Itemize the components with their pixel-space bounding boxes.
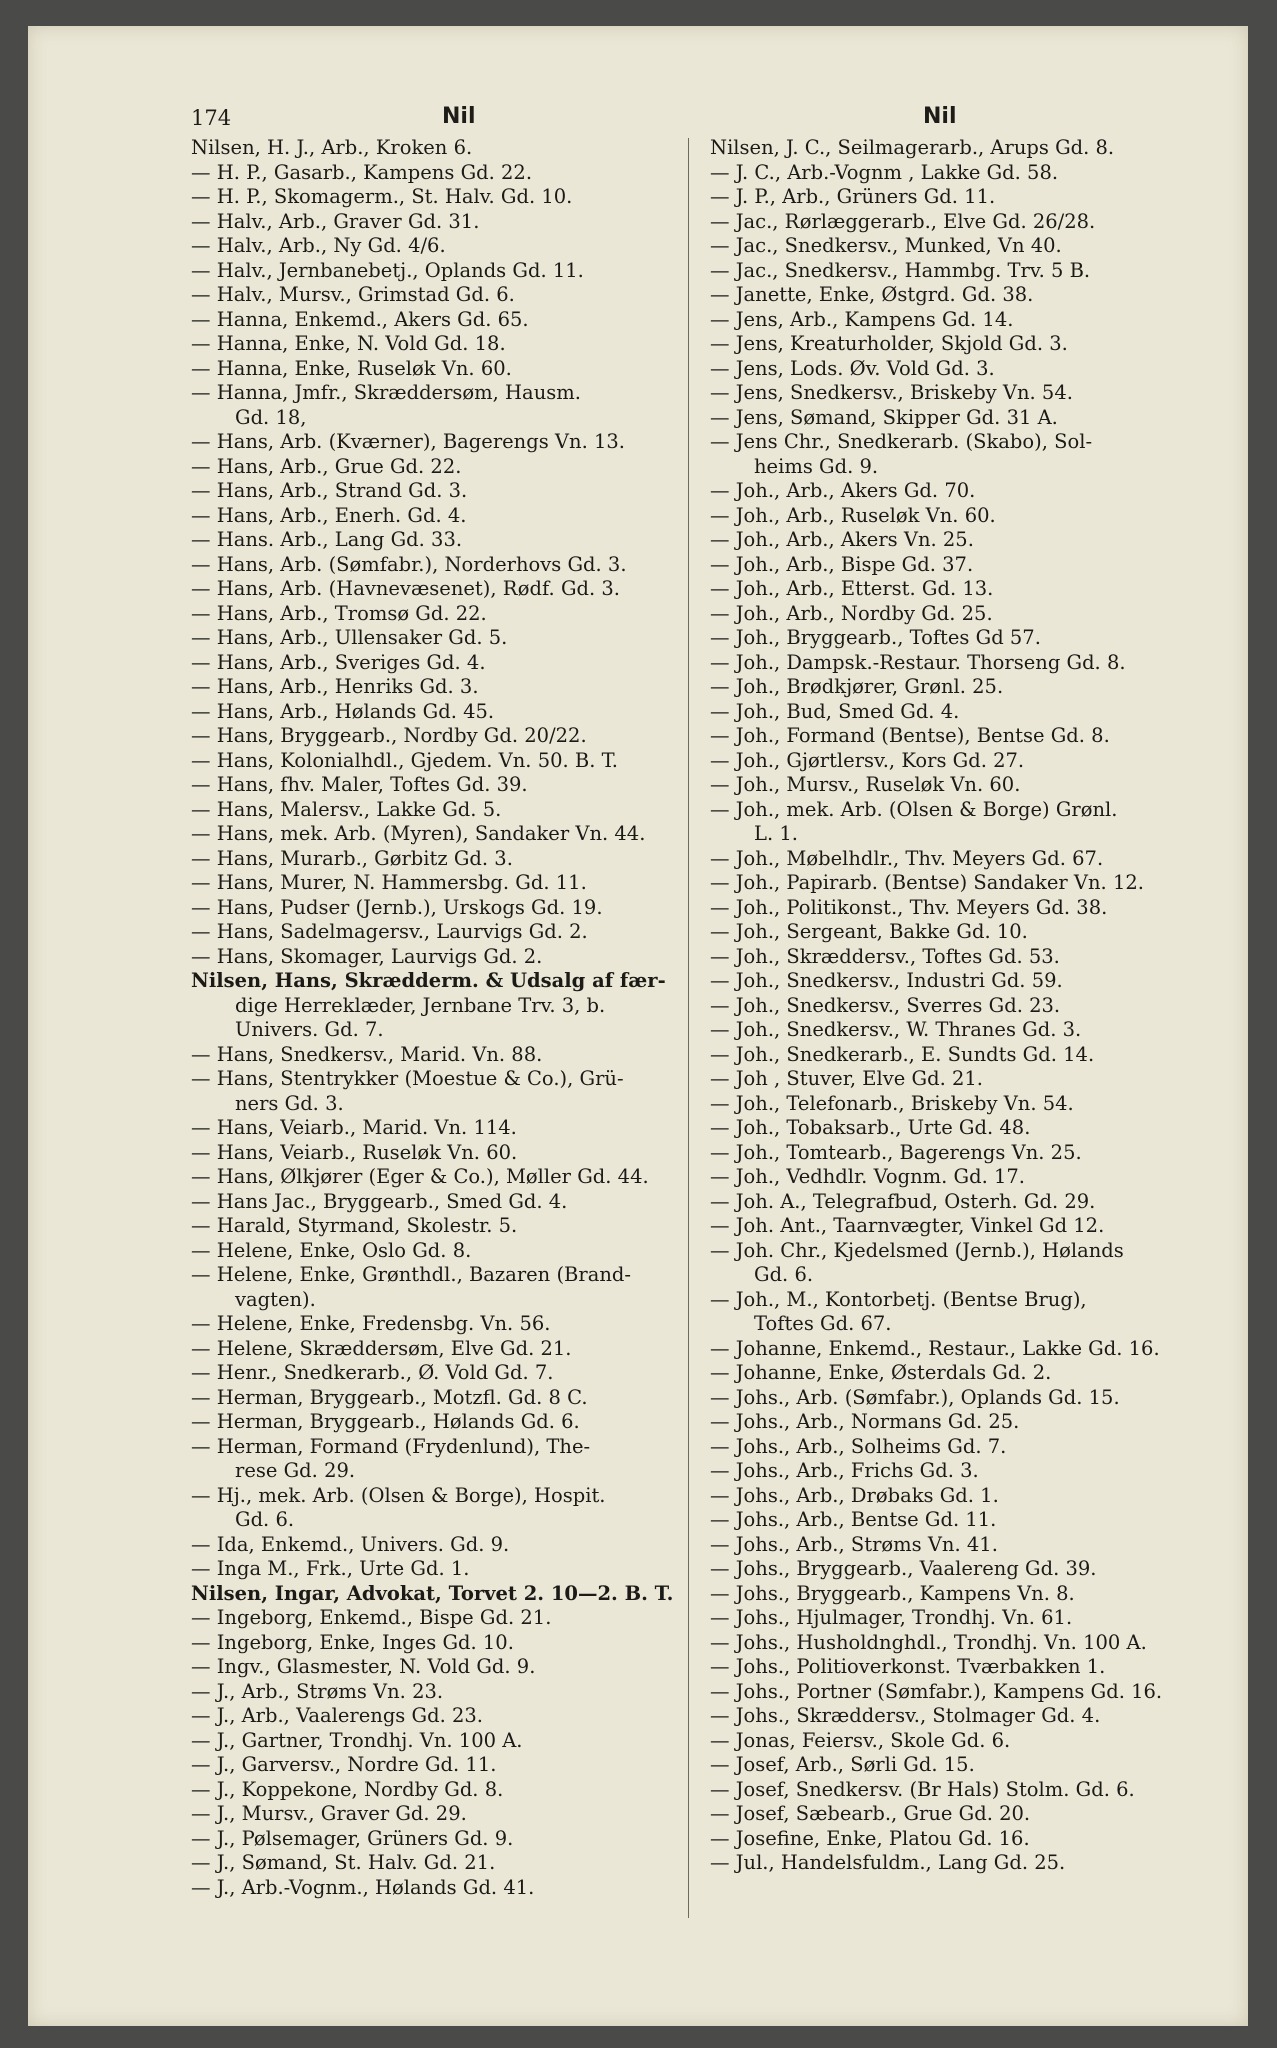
directory-entry-line: — J., Koppekone, Nordby Gd. 8. <box>191 1777 504 1801</box>
directory-entry-line: — Inga M., Frk., Urte Gd. 1. <box>191 1557 470 1580</box>
directory-entry-line: — Jens, Arb., Kampens Gd. 14. <box>710 307 1014 331</box>
directory-entry-line: — Hans, Arb., Henriks Gd. 3. <box>191 675 479 698</box>
directory-entry-line: — Jens, Snedkersv., Briskeby Vn. 54. <box>710 381 1073 404</box>
directory-entry-line: — Helene, Enke, Fredensbg. Vn. 56. <box>191 1312 551 1335</box>
directory-entry-line: — J., Gartner, Trondhj. Vn. 100 A. <box>191 1728 523 1752</box>
directory-entry-line: L. 1. <box>754 822 798 845</box>
directory-entry-line: — Hans. Arb., Lang Gd. 33. <box>191 528 463 551</box>
directory-entry-line: — Herman, Bryggearb., Hølands Gd. 6. <box>191 1410 580 1433</box>
directory-entry-line: — Jens, Kreaturholder, Skjold Gd. 3. <box>710 332 1068 355</box>
directory-entry-line: — Helene, Skræddersøm, Elve Gd. 21. <box>191 1336 572 1360</box>
directory-entry-line: — Joh., Snedkerarb., E. Sundts Gd. 14. <box>710 1042 1095 1066</box>
left-column <box>191 136 711 1900</box>
directory-entry-line: — Joh., Skræddersv., Toftes Gd. 53. <box>710 944 1060 968</box>
directory-entry-line: — Joh., Telefonarb., Briskeby Vn. 54. <box>710 1091 1074 1115</box>
directory-entry-line: — Hans, Bryggearb., Nordby Gd. 20/22. <box>191 724 587 747</box>
directory-entry-line: — Hans, Skomager, Laurvigs Gd. 2. <box>191 944 543 968</box>
directory-entry-line: — Hans, Arb., Tromsø Gd. 22. <box>191 601 487 625</box>
directory-entry-line: — Joh., Arb., Etterst. Gd. 13. <box>710 577 994 600</box>
directory-entry-line: — Joh., Møbelhdlr., Thv. Meyers Gd. 67. <box>710 846 1104 870</box>
directory-entry-line: — Hans, Pudser (Jernb.), Urskogs Gd. 19. <box>191 895 603 919</box>
directory-entry-line: ners Gd. 3. <box>235 1091 344 1115</box>
directory-entry-line: — Johs., Husholdnghdl., Trondhj. Vn. 100 A. <box>710 1630 1147 1654</box>
directory-entry-line: — J., Arb.-Vognm., Hølands Gd. 41. <box>191 1875 535 1899</box>
directory-entry-line: Toftes Gd. 67. <box>754 1312 892 1335</box>
directory-entry-line: — Johs., Hjulmager, Trondhj. Vn. 61. <box>710 1606 1073 1629</box>
directory-entry-line: — Joh., mek. Arb. (Olsen & Borge) Grønl. <box>710 797 1118 821</box>
directory-entry-line: — Jac., Snedkersv., Hammbg. Trv. 5 B. <box>710 258 1091 282</box>
directory-entry-line: Gd. 6. <box>754 1263 814 1286</box>
page-header <box>28 84 1248 130</box>
directory-entry-line: — Helene, Enke, Grønthdl., Bazaren (Brand- <box>191 1263 631 1286</box>
directory-entry-line: — J., Arb., Strøms Vn. 23. <box>191 1679 444 1703</box>
directory-entry-line: — Joh., Arb., Akers Vn. 25. <box>710 528 974 551</box>
directory-entry-line: — Joh., Vedhdlr. Vognm. Gd. 17. <box>710 1165 1026 1188</box>
directory-entry-line: — Ingv., Glasmester, N. Vold Gd. 9. <box>191 1655 536 1678</box>
directory-entry-line: — Joh., Papirarb. (Bentse) Sandaker Vn. 12. <box>710 871 1144 894</box>
directory-entry-line: — Johs., Arb., Normans Gd. 25. <box>710 1410 1020 1433</box>
directory-entry-line: — Hanna, Enkemd., Akers Gd. 65. <box>191 307 529 331</box>
directory-entry-line: — Josefine, Enke, Platou Gd. 16. <box>710 1826 1030 1850</box>
directory-entry-line: Gd. 18, <box>235 405 307 429</box>
directory-entry-line: — Herman, Bryggearb., Motzfl. Gd. 8 C. <box>191 1385 588 1409</box>
directory-entry-line: — Ida, Enkemd., Univers. Gd. 9. <box>191 1532 510 1556</box>
directory-entry-line: — Joh. Chr., Kjedelsmed (Jernb.), Hølands <box>710 1238 1124 1262</box>
directory-entry-line: — Hans, Veiarb., Ruseløk Vn. 60. <box>191 1140 518 1164</box>
directory-entry-line: — Johs., Arb. (Sømfabr.), Oplands Gd. 15. <box>710 1385 1120 1409</box>
directory-entry-line: — Jens, Sømand, Skipper Gd. 31 A. <box>710 405 1058 429</box>
directory-entry-line: — Johs., Arb., Bentse Gd. 11. <box>710 1508 997 1531</box>
directory-entry-line: — Joh., Tobaksarb., Urte Gd. 48. <box>710 1116 1031 1139</box>
directory-entry-line: — Hans, Murarb., Gørbitz Gd. 3. <box>191 846 513 870</box>
directory-entry-line: — Hans, mek. Arb. (Myren), Sandaker Vn. 44. <box>191 822 646 845</box>
directory-entry-line: — Johs., Arb., Strøms Vn. 41. <box>710 1532 998 1556</box>
directory-entry-line: — Johanne, Enke, Østerdals Gd. 2. <box>710 1361 1052 1384</box>
directory-entry-line: — Joh., Arb., Akers Gd. 70. <box>710 479 976 502</box>
page-number: 174 <box>191 106 232 130</box>
directory-entry-line: — Joh., Dampsk.-Restaur. Thorseng Gd. 8. <box>710 650 1126 674</box>
directory-entry-line: — Hans, Arb. (Kværner), Bagerengs Vn. 13. <box>191 430 625 453</box>
directory-entry-line: — Halv., Arb., Graver Gd. 31. <box>191 209 480 233</box>
directory-entry-line: — Josef, Snedkersv. (Br Hals) Stolm. Gd. 6. <box>710 1777 1135 1801</box>
directory-entry-line: — Hans, Kolonialhdl., Gjedem. Vn. 50. B. T. <box>191 748 618 772</box>
directory-entry-line: — Hanna, Jmfr., Skræddersøm, Hausm. <box>191 381 581 404</box>
directory-entry-line: — J., Arb., Vaalerengs Gd. 23. <box>191 1704 483 1727</box>
directory-entry-line: — Hans, Stentrykker (Moestue & Co.), Grü- <box>191 1067 624 1090</box>
directory-entry-line: — Hans, Arb. (Sømfabr.), Norderhovs Gd. 3. <box>191 552 627 576</box>
directory-entry-line: rese Gd. 29. <box>235 1459 356 1482</box>
directory-entry-line: — Hans, Snedkersv., Marid. Vn. 88. <box>191 1042 543 1066</box>
directory-entry-line: heims Gd. 9. <box>754 454 879 478</box>
directory-entry-line: — Joh. Ant., Taarnvægter, Vinkel Gd 12. <box>710 1214 1105 1237</box>
directory-entry-line: — Josef, Sæbearb., Grue Gd. 20. <box>710 1802 1031 1825</box>
directory-entry-line: — Hans, Sadelmagersv., Laurvigs Gd. 2. <box>191 920 588 943</box>
directory-entry-line: Nilsen, J. C., Seilmagerarb., Arups Gd. 8. <box>710 136 1115 159</box>
directory-entry-line: — Joh., Brødkjører, Grønl. 25. <box>710 675 1004 698</box>
directory-entry-line: — Joh., Arb., Nordby Gd. 25. <box>710 601 993 625</box>
directory-entry-line: — Joh., Snedkersv., Industri Gd. 59. <box>710 969 1063 992</box>
directory-entry-line: Univers. Gd. 7. <box>235 1018 384 1041</box>
directory-entry-line: — Hans, Veiarb., Marid. Vn. 114. <box>191 1116 517 1139</box>
directory-page <box>28 26 1248 2026</box>
directory-entry-line: — Hans, Arb., Grue Gd. 22. <box>191 454 462 478</box>
directory-entry-line: dige Herreklæder, Jernbane Trv. 3, b. <box>235 993 606 1017</box>
directory-entry-line: — J., Garversv., Nordre Gd. 11. <box>191 1753 497 1776</box>
directory-entry-line: — Jul., Handelsfuldm., Lang Gd. 25. <box>710 1851 1066 1874</box>
directory-entry-line: — Hj., mek. Arb. (Olsen & Borge), Hospit. <box>191 1483 606 1507</box>
directory-entry-line: — Johs., Arb., Drøbaks Gd. 1. <box>710 1483 999 1507</box>
directory-entry-line: — Johs., Bryggearb., Vaalereng Gd. 39. <box>710 1557 1097 1580</box>
directory-entry-line: — Janette, Enke, Østgrd. Gd. 38. <box>710 283 1034 306</box>
directory-entry-line: Nilsen, Hans, Skrædderm. & Udsalg af fær- <box>191 969 666 992</box>
directory-entry-line: — Hans, Arb., Ullensaker Gd. 5. <box>191 626 508 649</box>
directory-entry-line: — Helene, Enke, Oslo Gd. 8. <box>191 1238 472 1262</box>
directory-entry-line: — J., Mursv., Graver Gd. 29. <box>191 1802 467 1825</box>
directory-entry-line: — Johs., Politioverkonst. Tværbakken 1. <box>710 1655 1106 1678</box>
directory-entry-line: — Jonas, Feiersv., Skole Gd. 6. <box>710 1728 1011 1752</box>
directory-entry-line: — Johs., Arb., Solheims Gd. 7. <box>710 1434 1007 1458</box>
directory-entry-line: — Jens, Lods. Øv. Vold Gd. 3. <box>710 356 995 380</box>
directory-entry-line: — Joh., Arb., Bispe Gd. 37. <box>710 552 974 576</box>
right-column <box>710 136 1235 1876</box>
directory-entry-line: — J., Pølsemager, Grüners Gd. 9. <box>191 1826 514 1850</box>
directory-entry-line: — Hanna, Enke, N. Vold Gd. 18. <box>191 332 506 355</box>
directory-entry-line: — Halv., Mursv., Grimstad Gd. 6. <box>191 283 515 306</box>
directory-entry-line: — Halv., Arb., Ny Gd. 4/6. <box>191 234 446 257</box>
directory-entry-line: — Joh., Gjørtlersv., Kors Gd. 27. <box>710 748 1025 772</box>
directory-entry-line: — Harald, Styrmand, Skolestr. 5. <box>191 1214 518 1237</box>
directory-entry-line: — Joh. A., Telegrafbud, Osterh. Gd. 29. <box>710 1189 1096 1213</box>
directory-entry-line: Nilsen, Ingar, Advokat, Torvet 2. 10—2. B. T. <box>191 1581 674 1605</box>
directory-entry-line: — Joh., Mursv., Ruseløk Vn. 60. <box>710 773 1021 796</box>
directory-entry-line: — Hans, Arb., Sveriges Gd. 4. <box>191 650 486 674</box>
directory-entry-line: — Joh., Snedkersv., W. Thranes Gd. 3. <box>710 1018 1082 1041</box>
directory-entry-line: — Joh., Formand (Bentse), Bentse Gd. 8. <box>710 724 1110 747</box>
directory-entry-line: — Jens Chr., Snedkerarb. (Skabo), Sol- <box>710 430 1093 453</box>
directory-entry-line: — Johanne, Enkemd., Restaur., Lakke Gd. 16. <box>710 1336 1160 1360</box>
directory-entry-line: — H. P., Gasarb., Kampens Gd. 22. <box>191 160 533 184</box>
directory-entry-line: — Herman, Formand (Frydenlund), The- <box>191 1434 591 1458</box>
directory-entry-line: — Hans, fhv. Maler, Toftes Gd. 39. <box>191 773 528 796</box>
directory-entry-line: Nilsen, H. J., Arb., Kroken 6. <box>191 136 473 159</box>
directory-entry-line: — Johs., Skræddersv., Stolmager Gd. 4. <box>710 1704 1101 1727</box>
directory-entry-line: — Ingeborg, Enkemd., Bispe Gd. 21. <box>191 1606 552 1629</box>
directory-entry-line: — Joh., Bud, Smed Gd. 4. <box>710 699 960 723</box>
directory-entry-line: — Josef, Arb., Sørli Gd. 15. <box>710 1753 975 1776</box>
directory-entry-line: Gd. 6. <box>235 1508 295 1531</box>
directory-entry-line: — Hans, Murer, N. Hammersbg. Gd. 11. <box>191 871 587 894</box>
directory-entry-line: — J. P., Arb., Grüners Gd. 11. <box>710 185 996 208</box>
directory-entry-line: — Ingeborg, Enke, Inges Gd. 10. <box>191 1630 514 1654</box>
directory-entry-line: — Joh., M., Kontorbetj. (Bentse Brug), <box>710 1287 1087 1311</box>
directory-entry-line: — Hans, Malersv., Lakke Gd. 5. <box>191 797 502 821</box>
directory-entry-line: — J. C., Arb.-Vognm , Lakke Gd. 58. <box>710 160 1059 184</box>
directory-entry-line: — H. P., Skomagerm., St. Halv. Gd. 10. <box>191 185 573 208</box>
directory-entry-line: — Hans Jac., Bryggearb., Smed Gd. 4. <box>191 1189 568 1213</box>
running-head-left: Nil <box>442 104 476 129</box>
directory-entry-line: — Johs., Bryggearb., Kampens Vn. 8. <box>710 1581 1075 1605</box>
directory-entry-line: — Henr., Snedkerarb., Ø. Vold Gd. 7. <box>191 1361 554 1384</box>
directory-entry-line: — Hans, Arb., Strand Gd. 3. <box>191 479 468 502</box>
directory-entry-line: — Hans, Arb. (Havnevæsenet), Rødf. Gd. 3. <box>191 577 621 600</box>
directory-entry-line: — Joh , Stuver, Elve Gd. 21. <box>710 1067 983 1090</box>
directory-entry-line: vagten). <box>235 1287 316 1311</box>
directory-entry-line: — J., Sømand, St. Halv. Gd. 21. <box>191 1851 496 1874</box>
directory-entry-line: — Hanna, Enke, Ruseløk Vn. 60. <box>191 356 512 380</box>
directory-entry-line: — Halv., Jernbanebetj., Oplands Gd. 11. <box>191 258 584 282</box>
directory-entry-line: — Joh., Sergeant, Bakke Gd. 10. <box>710 920 1028 943</box>
directory-entry-line: — Joh., Politikonst., Thv. Meyers Gd. 38. <box>710 895 1108 919</box>
directory-entry-line: — Joh., Tomtearb., Bagerengs Vn. 25. <box>710 1140 1082 1164</box>
directory-entry-line: — Joh., Bryggearb., Toftes Gd 57. <box>710 626 1041 649</box>
directory-entry-line: — Johs., Arb., Frichs Gd. 3. <box>710 1459 979 1482</box>
directory-entry-line: — Joh., Arb., Ruseløk Vn. 60. <box>710 503 996 527</box>
directory-entry-line: — Hans, Ølkjører (Eger & Co.), Møller Gd. 44. <box>191 1165 649 1188</box>
directory-entry-line: — Hans, Arb., Enerh. Gd. 4. <box>191 503 467 527</box>
running-head-right: Nil <box>923 104 957 129</box>
directory-entry-line: — Hans, Arb., Hølands Gd. 45. <box>191 699 495 723</box>
directory-entry-line: — Jac., Snedkersv., Munked, Vn 40. <box>710 234 1062 257</box>
directory-entry-line: — Johs., Portner (Sømfabr.), Kampens Gd. 16. <box>710 1679 1163 1703</box>
directory-entry-line: — Joh., Snedkersv., Sverres Gd. 23. <box>710 993 1061 1017</box>
directory-entry-line: — Jac., Rørlæggerarb., Elve Gd. 26/28. <box>710 209 1096 233</box>
